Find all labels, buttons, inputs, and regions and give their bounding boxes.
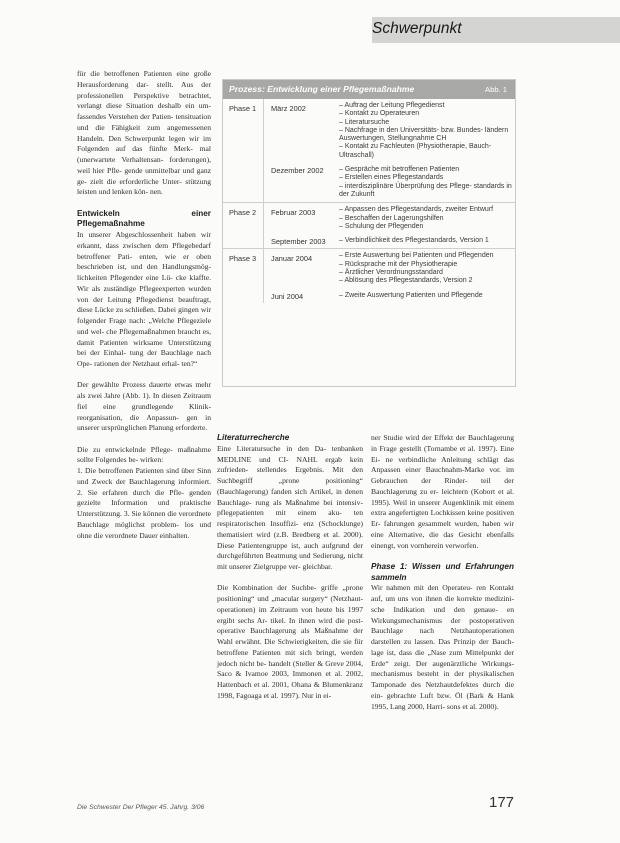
phase-date: September 2003: [271, 237, 326, 247]
phase-item: – Kontakt zu Operateuren: [339, 110, 420, 118]
phase-item: – Anpassen des Pflegestandards, zweiter Entwurf: [339, 206, 494, 214]
phase-item: – Beschaffen der Lagerungshilfen: [339, 214, 444, 222]
phase-item: – Rücksprache mit der Physiotherapie: [339, 260, 458, 268]
numbered-list: 1. Die betroffenen Patienten sind über Sinn und Zweck der Bauchlagerung informiert. 2. Sie erfahren durch die Pfle- genden gezielte Information und praktische Unterstützung. 3. Sie können die verordnete Bauchlage möglichst problem- los und ohne die verordnete Dauer einhalten.: [77, 466, 211, 540]
subsection-heading: Phase 1: Wissen und Erfahrungen sammeln: [371, 561, 514, 582]
subsection-heading: Literaturrecherche: [217, 433, 290, 442]
paragraph: für die betroffenen Patienten eine große Herausforderung dar- stellt. Aus der professionellen Perspektive betrachtet, verlangt diese Situation deshalb ein um- fassendes Verstehen der Patien- tensituation und die Fähigkeit zum angemessenen Handeln. Den Schwerpunkt legen wir im Folgenden auf das fünfte Merk- mal (unerwartete Verhaltensan- forderungen), weil hier Pfle- gende unmittelbar und ganz ge- zielt die erforderliche Unter- stützung leisten und lenken kön- nen.: [77, 69, 211, 197]
phase-item: – Schulung der Pflegenden: [339, 222, 424, 230]
phase-group: [223, 163, 515, 202]
column-2: [217, 433, 363, 712]
phase-label: Phase 3: [229, 254, 257, 264]
section-heading: Entwickeln einer Pflegemaßnahme: [77, 208, 211, 229]
phase-item: – Gespräche mit betroffenen Patienten: [339, 166, 460, 174]
process-table: [223, 99, 515, 303]
phase-items: [339, 203, 515, 234]
phase-item: – Auftrag der Leitung Pflegedienst: [339, 102, 445, 109]
column-3: [371, 433, 514, 723]
phase-item: – Nachfrage in den Universitäts- bzw. Bundes- ländern Auswertungen, Stellungnahme CH: [339, 126, 509, 143]
phase-group: [223, 249, 515, 288]
figure-process-box: [222, 79, 516, 387]
phase-item: – interdisziplinäre Überprüfung des Pflege- standards in der Zukunft: [339, 182, 512, 198]
phase-row: [223, 99, 515, 203]
phase-item: – Kontakt zu Fachleuten (Physiotherapie, Bauch- Ultraschall): [339, 143, 492, 159]
phase-label: Phase 1: [229, 104, 257, 113]
page-number: 177: [489, 794, 515, 811]
journal-footer: Die Schwester Der Pfleger 45. Jahrg. 3/06: [77, 804, 205, 811]
figure-tag: Abb. 1: [485, 85, 507, 94]
paragraph: Wir nahmen mit den Operateu- ren Kontakt auf, um uns von ihnen die korrekte medizini- sche Indikation und den genaue- en Wirkungsmechanismus der postoperativen Bauchlage nach Netzhautoperationen darstellen zu lassen. Das Prinzip der Bauch- lage ist, dass die „Nase zum Mittelpunkt der Erde“ zeigt. Der augenärztliche Wirkungs- mechanismus besteht in der physikalischen Tamponade des Netzhautdefektes durch die ein- gebrachte Luft bzw. Öl (Bark & Hank 1995, Lang 2000, Harri- sons et al. 2000).: [371, 583, 514, 711]
phase-label: Phase 2: [229, 208, 257, 218]
paragraph: Die Kombination der Suchbe- griffe „prone positioning“ und „macular surgery“ (Netzhaut- operationen) im Zeitraum von heute bis 1997 ergibt sechs Ar- tikel. In ihnen wird die post- operative Bauchlagerung als Maßnahme der Wahl erwähnt. Die Schwierigkeiten, die sie für betroffene Patienten mit sich bringt, werden jedoch nicht be- handelt (Steller & Greve 2004, Saco & Ivamoe 2003, Immonen et al. 2002, Hattenbach et al. 2001, Ohana & Blumenkranz 1998, Fagoaga et al. 1997). Nur in ei-: [217, 583, 363, 700]
column-1: [77, 69, 211, 552]
phase-group: [223, 289, 515, 303]
phase-item: – Literatursuche: [339, 118, 390, 126]
phase-date: März 2002: [271, 104, 306, 113]
paragraph: In unserer Abgeschlossenheit haben wir erkannt, dass zwischen dem Pflegebedarf betroffener Pati- enten, wie er oben beschrieben ist, und den Handlungsmög- lichkeiten Pflegender eine Lü- cke klaffte. Wir als zuständige Pflegeexperten wurden von der Leitung Pflegedienst beauftragt, diese Lücke zu schließen. Dabei gingen wir folgender Frage nach: „Welche Pflegeziele und wel- che Pflegemaßnahmen braucht es, damit Patienten wirksame Unterstützung bei der Einhal- tung der Bauchlage nach Ope- rationen der Netzhaut erhal- ten?“: [77, 230, 211, 368]
phase-date: Dezember 2002: [271, 166, 324, 176]
paragraph: Der gewählte Prozess dauerte etwas mehr als zwei Jahre (Abb. 1). In diesen Zeitraum fiel eine grundlegende Klinik- reorganisation, die Anpassun- gen in unserer ursprünglichen Planung erforderte.: [77, 380, 211, 433]
paragraph: Eine Literatursuche in den Da- tenbanken MEDLINE und CI- NAHL ergab kein zufrieden- stellendes Ergebnis. Mit den Suchbegriff „prone positioning“ (Bauchlagerung) fanden sich Artikel, in denen Bauchlage- rung als Maßnahme bei intensiv- pflegepatienten mit einem aku- ten respiratorischen Insuffizi- enz (Schocklunge) thematisiert wird (z.B. Bredberg et al. 2000). Diese Patientengruppe ist, auch aufgrund der durchgeführten Beatmung und Sedierung, nicht mit unserer Zielgruppe ver- gleichbar.: [217, 443, 363, 571]
phase-items: [339, 163, 515, 202]
section-title: Schwerpunkt: [372, 20, 462, 37]
phase-item: – Zweite Auswertung Patienten und Pflegende: [339, 291, 483, 299]
phase-group: [223, 234, 515, 248]
phase-items: [339, 234, 515, 248]
phase-items: [339, 99, 515, 163]
phase-item: – Verbindlichkeit des Pflegestandards, Version 1: [339, 237, 489, 245]
figure-title-bar: [223, 80, 515, 99]
phase-date: Januar 2004: [271, 254, 313, 264]
phase-row: [223, 203, 515, 249]
phase-date: Juni 2004: [271, 291, 304, 301]
phase-group: [223, 203, 515, 234]
phase-date: Februar 2003: [271, 208, 316, 218]
phase-item: – Ärztlicher Verordnungsstandard: [339, 269, 443, 277]
phase-items: [339, 249, 515, 288]
phase-item: – Ablösung des Pflegestandards, Version 2: [339, 277, 473, 285]
phase-items: [339, 289, 515, 303]
figure-title: Prozess: Entwicklung einer Pflegemaßnahme: [229, 84, 415, 94]
paragraph: ner Studie wird der Effekt der Bauchlagerung in Frage gestellt (Tornambe et al. 1997). Eine Ei- ne verbindliche Anleitung schlägt das Anpassen einer Bauchnahm-Marke vor. im Gebrauchen der Rinder- teil der Bauchlagerung zu er- leichtern (Kobort et al. 1995). Weil in unserer Augenklinik mit einem extra angefertigten Lochkissen keine positiven Er- fahrungen gesammelt wurden, haben wir eine Alternative, die das Gesicht ebenfalls einengt, von vornherein verworfen.: [371, 433, 514, 550]
paragraph: Die zu entwickelnde Pflege- maßnahme sollte Folgendes be- wirken:: [77, 444, 211, 465]
phase-item: – Erste Auswertung bei Patienten und Pflegenden: [339, 252, 494, 260]
phase-row: [223, 249, 515, 302]
phase-item: – Erstellen eines Pflegestandards: [339, 174, 444, 182]
phase-group: [223, 99, 515, 163]
